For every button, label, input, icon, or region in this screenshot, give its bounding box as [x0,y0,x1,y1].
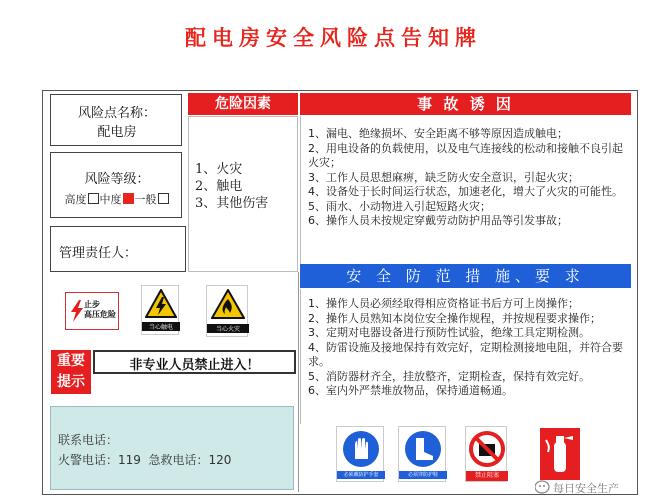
risk-level-label: 风险等级： [84,172,150,187]
danger-header: 危险因素 [188,93,298,115]
checkbox-icon [88,193,99,204]
prevention-box [300,289,631,424]
prevention-item: 2、操作人员熟知本岗位安全操作规程，并按规程要求操作； [308,311,601,325]
danger-box [188,116,298,272]
prevention-item: 1、操作人员必须经取得相应资格证书后方可上岗操作； [308,297,579,310]
risk-point-box [50,94,182,146]
danger-list [195,161,268,212]
important-text-box [93,350,296,374]
no-obstruction-sign [465,426,507,482]
danger-item: 2、触电 [195,179,243,194]
sign-text: 必须戴防护手套 [337,471,385,479]
sign-text: 当心触电 [142,322,180,331]
watermark-text: 每日安全生产 [553,482,619,495]
danger-item: 3、其他伤害 [195,196,269,211]
page-title: 配电房安全风险点告知牌 [185,25,482,50]
accident-item: 1、漏电、绝缘损坏、安全距离不够等原因造成触电； [308,127,568,140]
accident-item: 5、雨水、小动物进入引起短路火灾； [308,199,491,213]
sign-text: 必须穿防护鞋 [399,471,447,479]
fire-warning-icon [211,289,245,320]
contact-box [50,406,294,490]
fire-extinguisher-icon [540,428,580,480]
contact-phones: 火警电话：119 急救电话：120 [58,453,232,467]
prevention-item: 3、定期对电器设备进行预防性试验，绝缘工具定期检测。 [308,326,590,339]
level-option-general: 一般 [135,193,170,206]
checkbox-icon [158,193,169,204]
checkbox-checked-icon [123,193,134,204]
boots-icon [403,429,443,469]
risk-level-options [51,191,183,207]
gloves-icon [341,429,381,469]
important-text: 非专业人员禁止进入！ [129,358,260,373]
contact-heading: 联系电话： [58,433,119,447]
electric-shock-warning-sign [141,285,179,335]
level-option-high: 高度 [65,193,100,206]
accident-item: 6、操作人员未按规定穿戴劳动防护用品等引发事故； [308,214,568,227]
prevention-item: 6、室内外严禁堆放物品，保持通道畅通。 [308,384,513,397]
stop-high-voltage-sign [65,292,119,330]
risk-point-value: 配电房 [97,125,137,140]
electric-shock-warning-icon [145,289,177,319]
manager-label: 管理责任人： [59,246,138,261]
accident-item: 2、用电设备的负载使用，以及电气连接线的松动和接触不良引起火灾； [308,141,623,169]
no-obstruction-icon [467,429,507,469]
prevention-item: 4、防雷设施及接地保持有效完好，定期检测接地电阻，并符合要求。 [308,340,623,368]
accident-header: 事 故 诱 因 [300,93,631,115]
level-option-medium: 中度 [100,193,135,206]
important-badge: 重要 提示 [51,350,91,394]
column-divider [298,272,299,492]
sign-text: 禁止阻塞 [466,471,508,481]
accident-item: 4、设备处于长时间运行状态，加速老化，增大了火灾的可能性。 [308,185,623,198]
risk-point-label: 风险点名称： [77,106,156,121]
wear-insulated-boots-sign [398,426,446,482]
risk-level-box [50,152,182,218]
fire-extinguisher-sign [540,428,580,480]
sign-text: 当心火灾 [207,324,249,333]
danger-item: 1、火灾 [195,162,243,177]
accident-box [300,116,631,264]
lightning-arrow-icon [69,300,85,322]
prevention-list [308,297,628,399]
wechat-icon [535,480,551,494]
sign-text: 止步 高压危险 [84,300,116,319]
wear-insulated-gloves-sign [336,426,384,482]
fire-warning-sign [206,285,248,337]
accident-item: 3、工作人员思想麻痹，缺乏防火安全意识，引起火灾； [308,170,579,184]
accident-list [308,127,628,229]
prevention-item: 5、消防器材齐全，挂放整齐，定期检查，保持有效完好。 [308,369,590,383]
manager-box [50,226,186,272]
prevention-header: 安 全 防 范 措 施、要 求 [300,264,631,288]
